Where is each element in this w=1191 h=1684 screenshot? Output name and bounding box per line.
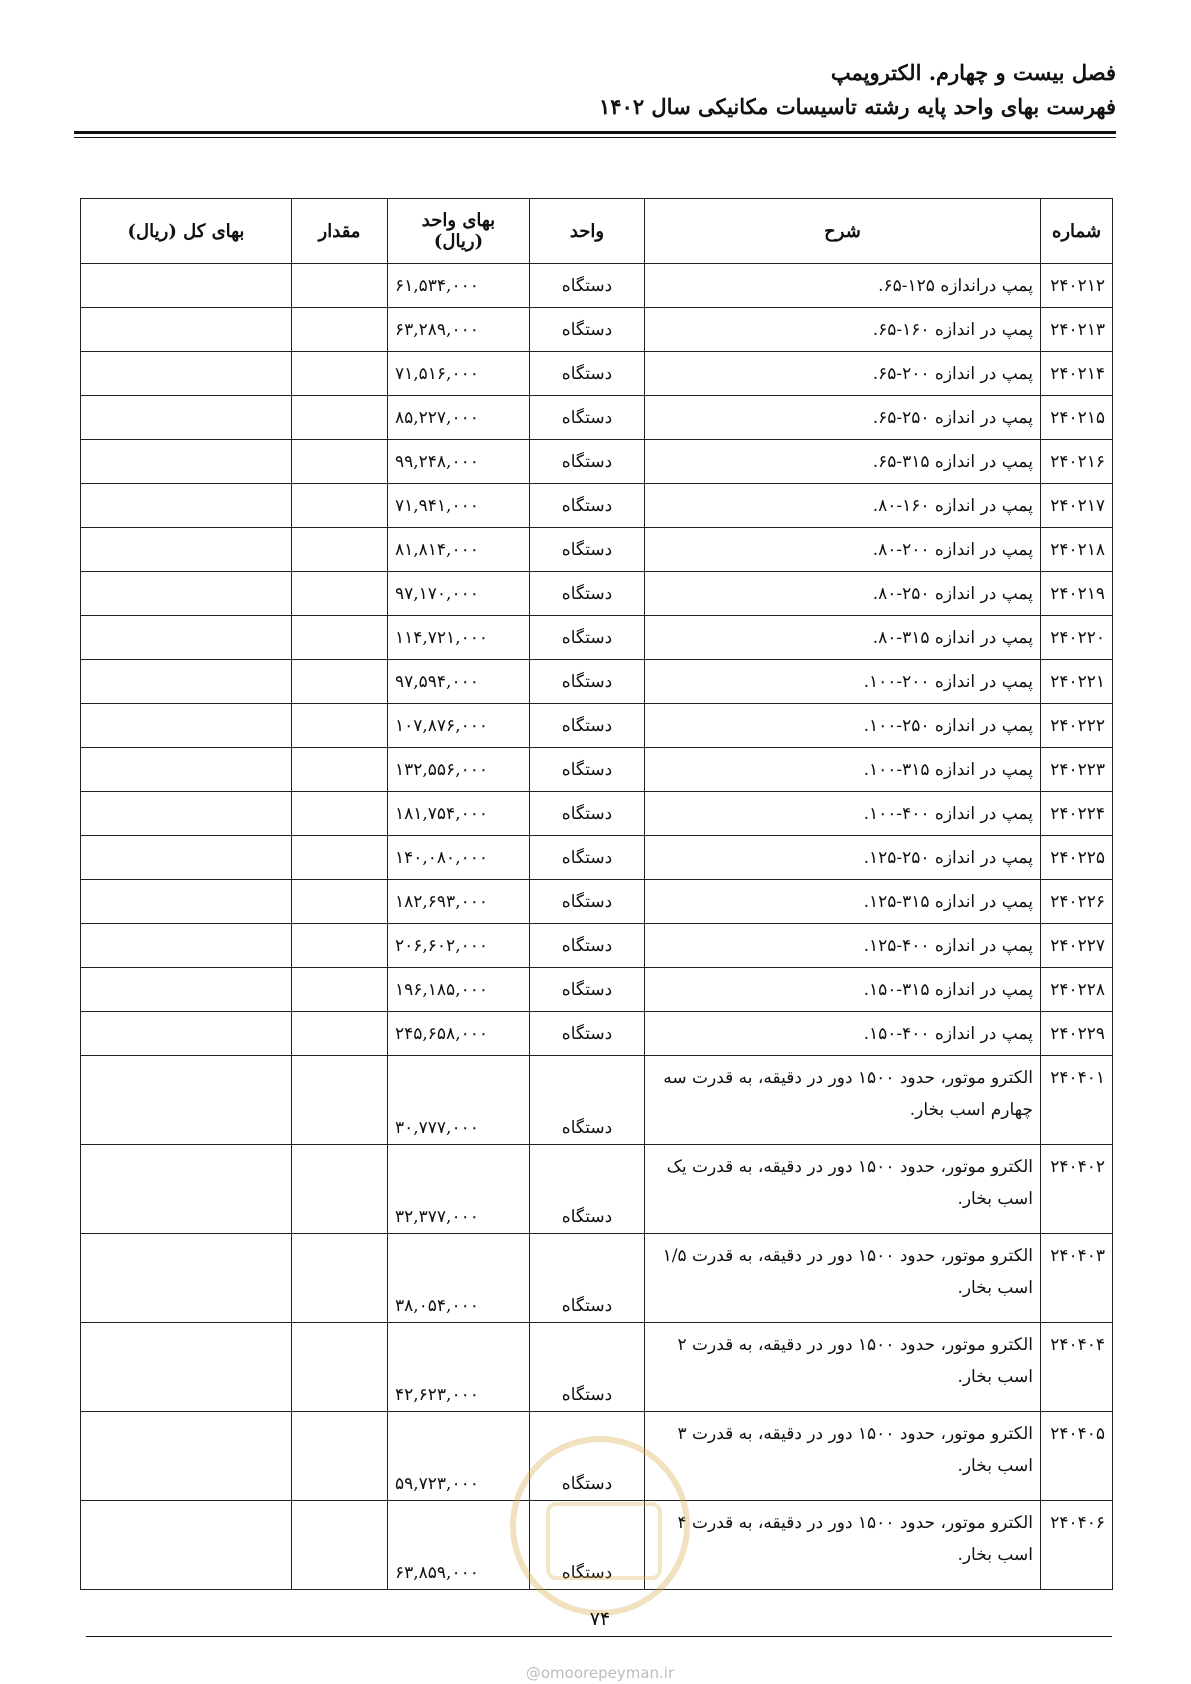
- row-quantity: [292, 264, 388, 308]
- row-quantity: [292, 1145, 388, 1234]
- table-body: [81, 264, 1113, 1590]
- row-unit-price: ۸۱,۸۱۴,۰۰۰: [388, 528, 530, 572]
- row-quantity: [292, 572, 388, 616]
- row-unit: دستگاه: [530, 748, 645, 792]
- row-total-price: [81, 660, 292, 704]
- row-unit: دستگاه: [530, 1145, 645, 1234]
- chapter-title: فصل بیست و چهارم. الکتروپمپ: [830, 60, 1116, 85]
- row-total-price: [81, 264, 292, 308]
- row-description: پمپ در اندازه ۲۵۰-۶۵.: [645, 396, 1041, 440]
- header-unit: واحد: [530, 199, 645, 264]
- row-total-price: [81, 792, 292, 836]
- row-total-price: [81, 1501, 292, 1590]
- table-row: [81, 528, 1113, 572]
- header-rule-thin: [74, 137, 1116, 138]
- row-unit-price: ۱۴۰,۰۸۰,۰۰۰: [388, 836, 530, 880]
- row-total-price: [81, 1323, 292, 1412]
- row-number: ۲۴۰۲۲۵: [1041, 836, 1113, 880]
- row-total-price: [81, 484, 292, 528]
- row-total-price: [81, 704, 292, 748]
- row-total-price: [81, 880, 292, 924]
- row-unit: دستگاه: [530, 704, 645, 748]
- page-number: ۷۴: [589, 1608, 611, 1630]
- row-unit: دستگاه: [530, 968, 645, 1012]
- table-header-row: [81, 199, 1113, 264]
- row-unit-price: ۷۱,۹۴۱,۰۰۰: [388, 484, 530, 528]
- row-description: پمپ در اندازه ۳۱۵-۱۵۰.: [645, 968, 1041, 1012]
- table-row: [81, 1323, 1113, 1412]
- row-description: پمپ در اندازه ۴۰۰-۱۵۰.: [645, 1012, 1041, 1056]
- row-unit: دستگاه: [530, 880, 645, 924]
- site-watermark: @omoorepeyman.ir: [525, 1664, 675, 1682]
- row-quantity: [292, 440, 388, 484]
- row-unit-price: ۶۱,۵۳۴,۰۰۰: [388, 264, 530, 308]
- row-description: پمپ در اندازه ۲۵۰-۱۲۵.: [645, 836, 1041, 880]
- row-number: ۲۴۰۲۲۹: [1041, 1012, 1113, 1056]
- row-quantity: [292, 1501, 388, 1590]
- row-unit: دستگاه: [530, 1412, 645, 1501]
- document-subtitle: فهرست بهای واحد پایه رشته تاسیسات مکانیکی سال ۱۴۰۲: [598, 94, 1116, 119]
- row-unit: دستگاه: [530, 396, 645, 440]
- row-number: ۲۴۰۲۱۲: [1041, 264, 1113, 308]
- row-description: پمپ در اندازه ۲۰۰-۶۵.: [645, 352, 1041, 396]
- row-number: ۲۴۰۲۱۷: [1041, 484, 1113, 528]
- table-row: [81, 1145, 1113, 1234]
- row-unit: دستگاه: [530, 484, 645, 528]
- table-row: [81, 792, 1113, 836]
- table-row: [81, 660, 1113, 704]
- row-number: ۲۴۰۲۱۸: [1041, 528, 1113, 572]
- row-quantity: [292, 836, 388, 880]
- price-table: [80, 198, 1113, 1590]
- row-number: ۲۴۰۴۰۶: [1041, 1501, 1113, 1590]
- table-row: [81, 572, 1113, 616]
- row-number: ۲۴۰۲۲۰: [1041, 616, 1113, 660]
- row-unit: دستگاه: [530, 528, 645, 572]
- table-row: [81, 1056, 1113, 1145]
- row-unit-price: ۲۴۵,۶۵۸,۰۰۰: [388, 1012, 530, 1056]
- row-number: ۲۴۰۴۰۵: [1041, 1412, 1113, 1501]
- row-unit-price: ۶۳,۸۵۹,۰۰۰: [388, 1501, 530, 1590]
- row-description: پمپ در اندازه ۲۰۰-۱۰۰.: [645, 660, 1041, 704]
- row-unit: دستگاه: [530, 1056, 645, 1145]
- row-unit-price: ۱۸۲,۶۹۳,۰۰۰: [388, 880, 530, 924]
- row-quantity: [292, 1234, 388, 1323]
- table-row: [81, 748, 1113, 792]
- row-total-price: [81, 836, 292, 880]
- row-quantity: [292, 396, 388, 440]
- header-total-price: بهای کل (ریال): [81, 199, 292, 264]
- page-header: [74, 56, 1116, 124]
- row-description: پمپ در اندازه ۱۶۰-۶۵.: [645, 308, 1041, 352]
- row-unit: دستگاه: [530, 264, 645, 308]
- row-description: الکترو موتور، حدود ۱۵۰۰ دور در دقیقه، به قدرت ۳ اسب بخار.: [645, 1412, 1041, 1501]
- row-total-price: [81, 572, 292, 616]
- footer-rule: [86, 1636, 1112, 1637]
- row-quantity: [292, 748, 388, 792]
- row-unit: دستگاه: [530, 1323, 645, 1412]
- row-unit-price: ۵۹,۷۲۳,۰۰۰: [388, 1412, 530, 1501]
- row-unit-price: ۳۰,۷۷۷,۰۰۰: [388, 1056, 530, 1145]
- row-total-price: [81, 968, 292, 1012]
- row-unit-price: ۴۲,۶۲۳,۰۰۰: [388, 1323, 530, 1412]
- row-quantity: [292, 880, 388, 924]
- row-description: پمپ در اندازه ۳۱۵-۶۵.: [645, 440, 1041, 484]
- row-quantity: [292, 660, 388, 704]
- row-quantity: [292, 352, 388, 396]
- row-number: ۲۴۰۲۲۱: [1041, 660, 1113, 704]
- row-number: ۲۴۰۲۲۸: [1041, 968, 1113, 1012]
- row-description: پمپ در اندازه ۳۱۵-۱۰۰.: [645, 748, 1041, 792]
- row-total-price: [81, 616, 292, 660]
- row-unit-price: ۱۱۴,۷۲۱,۰۰۰: [388, 616, 530, 660]
- row-description: پمپ در اندازه ۲۰۰-۸۰.: [645, 528, 1041, 572]
- row-unit-price: ۳۸,۰۵۴,۰۰۰: [388, 1234, 530, 1323]
- row-unit: دستگاه: [530, 352, 645, 396]
- table-row: [81, 836, 1113, 880]
- row-quantity: [292, 1056, 388, 1145]
- row-unit: دستگاه: [530, 308, 645, 352]
- row-unit: دستگاه: [530, 440, 645, 484]
- row-number: ۲۴۰۴۰۳: [1041, 1234, 1113, 1323]
- row-number: ۲۴۰۲۲۴: [1041, 792, 1113, 836]
- table-row: [81, 308, 1113, 352]
- table-row: [81, 880, 1113, 924]
- row-unit: دستگاه: [530, 572, 645, 616]
- row-number: ۲۴۰۲۲۳: [1041, 748, 1113, 792]
- row-quantity: [292, 1323, 388, 1412]
- row-description: الکترو موتور، حدود ۱۵۰۰ دور در دقیقه، به قدرت ۴ اسب بخار.: [645, 1501, 1041, 1590]
- row-unit-price: ۷۱,۵۱۶,۰۰۰: [388, 352, 530, 396]
- row-total-price: [81, 924, 292, 968]
- row-number: ۲۴۰۴۰۱: [1041, 1056, 1113, 1145]
- row-quantity: [292, 1012, 388, 1056]
- row-number: ۲۴۰۴۰۲: [1041, 1145, 1113, 1234]
- row-description: پمپ در اندازه ۳۱۵-۸۰.: [645, 616, 1041, 660]
- row-number: ۲۴۰۲۲۶: [1041, 880, 1113, 924]
- row-number: ۲۴۰۲۱۳: [1041, 308, 1113, 352]
- row-unit: دستگاه: [530, 1234, 645, 1323]
- row-total-price: [81, 1234, 292, 1323]
- row-quantity: [292, 528, 388, 572]
- row-quantity: [292, 924, 388, 968]
- header-number: شماره: [1041, 199, 1113, 264]
- row-unit-price: ۱۹۶,۱۸۵,۰۰۰: [388, 968, 530, 1012]
- header-unit-price: بهای واحد (ریال): [388, 199, 530, 264]
- row-description: پمپ در اندازه ۱۶۰-۸۰.: [645, 484, 1041, 528]
- row-number: ۲۴۰۲۲۷: [1041, 924, 1113, 968]
- row-total-price: [81, 1145, 292, 1234]
- row-total-price: [81, 440, 292, 484]
- row-number: ۲۴۰۲۱۹: [1041, 572, 1113, 616]
- row-description: الکترو موتور، حدود ۱۵۰۰ دور در دقیقه، به قدرت یک اسب بخار.: [645, 1145, 1041, 1234]
- row-quantity: [292, 704, 388, 748]
- row-description: الکترو موتور، حدود ۱۵۰۰ دور در دقیقه، به قدرت سه چهارم اسب بخار.: [645, 1056, 1041, 1145]
- row-total-price: [81, 748, 292, 792]
- row-total-price: [81, 396, 292, 440]
- table-row: [81, 968, 1113, 1012]
- row-quantity: [292, 484, 388, 528]
- row-unit-price: ۱۰۷,۸۷۶,۰۰۰: [388, 704, 530, 748]
- row-unit-price: ۲۰۶,۶۰۲,۰۰۰: [388, 924, 530, 968]
- row-description: پمپ در اندازه ۴۰۰-۱۰۰.: [645, 792, 1041, 836]
- row-description: پمپ در اندازه ۲۵۰-۸۰.: [645, 572, 1041, 616]
- row-quantity: [292, 308, 388, 352]
- row-unit: دستگاه: [530, 792, 645, 836]
- row-number: ۲۴۰۲۱۶: [1041, 440, 1113, 484]
- row-number: ۲۴۰۲۱۵: [1041, 396, 1113, 440]
- row-unit: دستگاه: [530, 924, 645, 968]
- table-row: [81, 924, 1113, 968]
- table-row: [81, 484, 1113, 528]
- table-row: [81, 440, 1113, 484]
- row-description: الکترو موتور، حدود ۱۵۰۰ دور در دقیقه، به قدرت ۱/۵ اسب بخار.: [645, 1234, 1041, 1323]
- table-row: [81, 1234, 1113, 1323]
- row-total-price: [81, 352, 292, 396]
- table-row: [81, 396, 1113, 440]
- row-unit-price: ۹۷,۵۹۴,۰۰۰: [388, 660, 530, 704]
- row-quantity: [292, 968, 388, 1012]
- header-quantity: مقدار: [292, 199, 388, 264]
- row-unit-price: ۶۳,۲۸۹,۰۰۰: [388, 308, 530, 352]
- row-number: ۲۴۰۲۱۴: [1041, 352, 1113, 396]
- row-unit-price: ۳۲,۳۷۷,۰۰۰: [388, 1145, 530, 1234]
- row-quantity: [292, 1412, 388, 1501]
- header-description: شرح: [645, 199, 1041, 264]
- row-quantity: [292, 792, 388, 836]
- row-unit-price: ۹۹,۲۴۸,۰۰۰: [388, 440, 530, 484]
- row-unit: دستگاه: [530, 660, 645, 704]
- row-description: الکترو موتور، حدود ۱۵۰۰ دور در دقیقه، به قدرت ۲ اسب بخار.: [645, 1323, 1041, 1412]
- table-row: [81, 1012, 1113, 1056]
- table-row: [81, 616, 1113, 660]
- row-unit: دستگاه: [530, 1501, 645, 1590]
- row-unit: دستگاه: [530, 616, 645, 660]
- header-rule-thick: [74, 131, 1116, 134]
- watermark-seal: [510, 1436, 690, 1616]
- row-unit-price: ۸۵,۲۲۷,۰۰۰: [388, 396, 530, 440]
- row-number: ۲۴۰۴۰۴: [1041, 1323, 1113, 1412]
- row-description: پمپ در اندازه ۳۱۵-۱۲۵.: [645, 880, 1041, 924]
- row-unit-price: ۹۷,۱۷۰,۰۰۰: [388, 572, 530, 616]
- row-total-price: [81, 1056, 292, 1145]
- row-description: پمپ دراندازه ۱۲۵-۶۵.: [645, 264, 1041, 308]
- row-quantity: [292, 616, 388, 660]
- table-row: [81, 264, 1113, 308]
- row-unit-price: ۱۳۲,۵۵۶,۰۰۰: [388, 748, 530, 792]
- table-row: [81, 704, 1113, 748]
- row-description: پمپ در اندازه ۴۰۰-۱۲۵.: [645, 924, 1041, 968]
- row-total-price: [81, 1012, 292, 1056]
- watermark-seal-inner: [546, 1502, 662, 1580]
- row-unit-price: ۱۸۱,۷۵۴,۰۰۰: [388, 792, 530, 836]
- row-total-price: [81, 308, 292, 352]
- row-unit: دستگاه: [530, 1012, 645, 1056]
- table-row: [81, 352, 1113, 396]
- row-description: پمپ در اندازه ۲۵۰-۱۰۰.: [645, 704, 1041, 748]
- row-unit: دستگاه: [530, 836, 645, 880]
- row-total-price: [81, 1412, 292, 1501]
- row-total-price: [81, 528, 292, 572]
- row-number: ۲۴۰۲۲۲: [1041, 704, 1113, 748]
